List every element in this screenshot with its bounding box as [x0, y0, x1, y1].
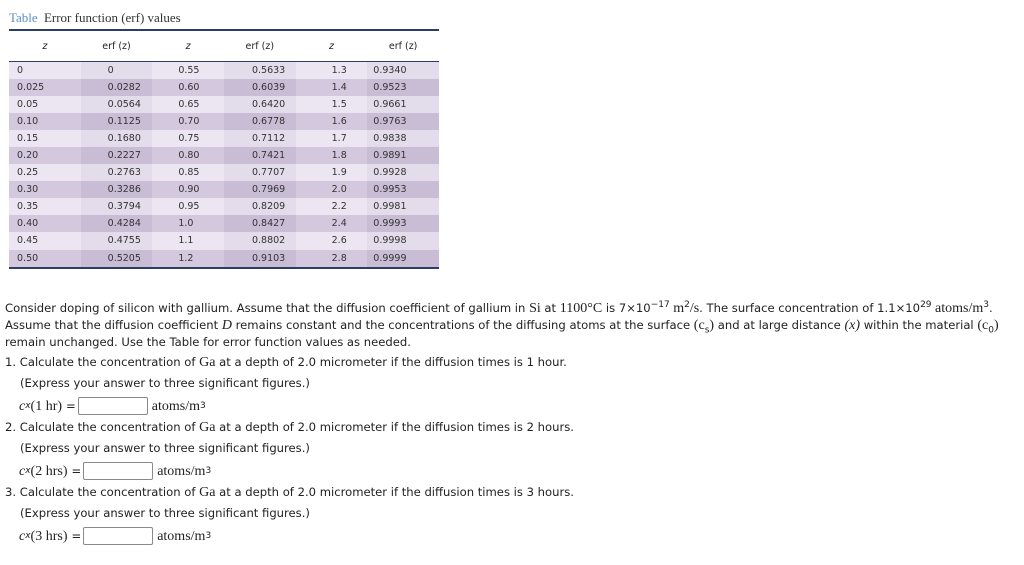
table-cell: 1.6 [296, 113, 368, 130]
intro-text: Consider doping of silicon with gallium. Assume that the diffusion coefficient of gallium in [5, 301, 530, 315]
table-cell: 0.30 [9, 181, 81, 198]
table-cell: 0.2763 [81, 164, 153, 181]
table-row [9, 181, 439, 198]
answer-unit: atoms/m [151, 398, 200, 414]
answer-input-1[interactable] [78, 397, 148, 415]
table-cell: 0.9928 [367, 164, 439, 181]
table-cell: 0.9661 [367, 96, 439, 113]
c0-symbol: (c [977, 318, 989, 333]
question-1-answer-row: c x (1 hr) = atoms/m 3 [19, 398, 206, 414]
col-header-z-1: z [9, 30, 81, 62]
col-header-z-2: z [152, 30, 224, 62]
answer-input-3[interactable] [83, 527, 153, 545]
table-cell: 0.85 [152, 164, 224, 181]
intro-text: . Assume that the diffusion coefficient [5, 301, 993, 332]
diffusion-coefficient: is 7×10 [602, 301, 651, 315]
question-text: Calculate the concentration of [16, 420, 200, 434]
diffusion-unit-exponent: 2 [684, 300, 690, 311]
answer-unit: atoms/m [157, 463, 206, 479]
surface-concentration-unit: atoms/m [931, 301, 984, 316]
table-cell: 0.9981 [367, 198, 439, 215]
table-cell: 0.70 [152, 113, 224, 130]
table-cell: 0.0564 [81, 96, 153, 113]
table-cell: 1.7 [296, 130, 368, 147]
question-1-note: (Express your answer to three significant figures.) [20, 376, 310, 390]
answer-unit: atoms/m [157, 528, 206, 544]
cx-symbol: c [19, 463, 26, 479]
table-cell: 0.3286 [81, 181, 153, 198]
table-cell: 0.9103 [224, 250, 296, 268]
table-cell: 0 [81, 62, 153, 80]
table-cell: 0.15 [9, 130, 81, 147]
table-cell: 0.80 [152, 147, 224, 164]
table-cell: 0 [9, 62, 81, 80]
col-header-z-3: z [296, 30, 368, 62]
cx-symbol: c [19, 528, 26, 544]
question-text: at a depth of 2.0 micrometer if the diffusion times is 1 hour. [215, 355, 567, 369]
question-text: at a depth of 2.0 micrometer if the diffusion times is 3 hours. [215, 485, 574, 499]
table-cell: 0.55 [152, 62, 224, 80]
question-number: 3. [5, 485, 17, 499]
table-cell: 0.9998 [367, 232, 439, 249]
table-cell: 0.60 [152, 79, 224, 96]
col-header-erf-2: erf (z) [224, 30, 296, 62]
table-row [9, 215, 439, 232]
table-cell: 1.4 [296, 79, 368, 96]
table-cell: 0.20 [9, 147, 81, 164]
ga-symbol: Ga [199, 485, 216, 500]
intro-text: remains constant and the concentrations of the diffusing atoms at the surface [231, 318, 694, 332]
table-row [9, 130, 439, 147]
surface-concentration: . The surface concentration of 1.1×10 [699, 301, 921, 315]
temperature: 1100°C [559, 301, 603, 316]
question-3 [5, 484, 1017, 501]
table-cell: 0.4284 [81, 215, 153, 232]
table-cell: 0.05 [9, 96, 81, 113]
table-cell: 0.95 [152, 198, 224, 215]
table-cell: 1.5 [296, 96, 368, 113]
surface-concentration-exponent: 29 [920, 300, 932, 311]
table-cell: 0.8209 [224, 198, 296, 215]
table-cell: 2.0 [296, 181, 368, 198]
table-caption-title: Error function (erf) values [43, 10, 181, 25]
table-row [9, 96, 439, 113]
table-cell: 1.8 [296, 147, 368, 164]
table-cell: 0.7421 [224, 147, 296, 164]
table-cell: 0.1680 [81, 130, 153, 147]
diffusion-coefficient-exponent: −17 [650, 300, 670, 311]
cs-subscript: s [704, 325, 710, 336]
table-cell: 1.3 [296, 62, 368, 80]
table-cell: 1.0 [152, 215, 224, 232]
x-symbol: (x) [844, 318, 861, 333]
table-cell: 0.9340 [367, 62, 439, 80]
question-2 [5, 419, 1017, 436]
ga-symbol: Ga [199, 420, 216, 435]
table-cell: 0.4755 [81, 232, 153, 249]
table-row [9, 62, 439, 80]
table-caption [9, 10, 181, 26]
question-2-note: (Express your answer to three significant figures.) [20, 441, 310, 455]
table-row [9, 250, 439, 268]
table-cell: 2.4 [296, 215, 368, 232]
question-text: Calculate the concentration of [16, 355, 200, 369]
table-cell: 0.7707 [224, 164, 296, 181]
question-3-answer-row: c x (3 hrs) = atoms/m 3 [19, 528, 212, 544]
table-cell: 0.8802 [224, 232, 296, 249]
table-cell: 0.9838 [367, 130, 439, 147]
erf-table-header-row [9, 30, 439, 62]
table-cell: 0.3794 [81, 198, 153, 215]
equals-sign: = [71, 528, 82, 543]
table-cell: 0.40 [9, 215, 81, 232]
table-cell: 0.2227 [81, 147, 153, 164]
time-argument: (1 hr) [30, 398, 63, 414]
intro-text: remain unchanged. Use the Table for error function values as needed. [5, 335, 411, 349]
intro-text: and at large distance [714, 318, 845, 332]
question-text: at a depth of 2.0 micrometer if the diffusion times is 2 hours. [215, 420, 574, 434]
si-symbol: Si [529, 301, 541, 316]
table-cell: 0.7969 [224, 181, 296, 198]
table-cell: 0.9763 [367, 113, 439, 130]
table-row [9, 113, 439, 130]
table-cell: 0.8427 [224, 215, 296, 232]
table-row [9, 79, 439, 96]
table-cell: 1.1 [152, 232, 224, 249]
erf-table-body [9, 62, 439, 268]
equals-sign: = [66, 398, 76, 413]
table-cell: 0.025 [9, 79, 81, 96]
equals-sign: = [71, 463, 82, 478]
table-row [9, 164, 439, 181]
table-cell: 0.75 [152, 130, 224, 147]
c0-subscript: 0 [988, 325, 994, 336]
table-cell: 0.9999 [367, 250, 439, 268]
cx-symbol: c [19, 398, 26, 414]
table-cell: 0.6778 [224, 113, 296, 130]
table-cell: 0.9523 [367, 79, 439, 96]
table-row [9, 147, 439, 164]
surface-concentration-unit-exponent: 3 [983, 300, 989, 311]
table-cell: 2.6 [296, 232, 368, 249]
c0-close: ) [993, 318, 999, 333]
diffusion-unit: m [669, 301, 685, 316]
time-argument: (3 hrs) [30, 528, 68, 544]
col-header-erf-3: erf (z) [367, 30, 439, 62]
problem-text [5, 300, 1017, 547]
table-caption-label: Table [9, 10, 38, 25]
cs-symbol: (c [693, 318, 705, 333]
table-cell: 0.9953 [367, 181, 439, 198]
erf-table [9, 29, 439, 269]
table-cell: 0.6420 [224, 96, 296, 113]
table-cell: 2.8 [296, 250, 368, 268]
table-cell: 0.50 [9, 250, 81, 268]
problem-intro [5, 300, 1017, 351]
table-cell: 0.7112 [224, 130, 296, 147]
question-number: 1. [5, 355, 17, 369]
table-cell: 0.1125 [81, 113, 153, 130]
question-2-answer-row: c x (2 hrs) = atoms/m 3 [19, 463, 212, 479]
table-cell: 0.35 [9, 198, 81, 215]
question-1 [5, 354, 1017, 371]
question-text: Calculate the concentration of [16, 485, 200, 499]
table-cell: 1.2 [152, 250, 224, 268]
col-header-erf-1: erf (z) [81, 30, 153, 62]
table-cell: 0.25 [9, 164, 81, 181]
table-cell: 0.0282 [81, 79, 153, 96]
question-number: 2. [5, 420, 17, 434]
diffusion-unit-rest: /s [689, 301, 700, 316]
table-cell: 0.65 [152, 96, 224, 113]
table-cell: 1.9 [296, 164, 368, 181]
time-argument: (2 hrs) [30, 463, 68, 479]
d-symbol: D [221, 318, 232, 333]
answer-input-2[interactable] [83, 462, 153, 480]
intro-text: within the material [860, 318, 978, 332]
question-3-note: (Express your answer to three significant figures.) [20, 506, 310, 520]
table-cell: 0.9891 [367, 147, 439, 164]
ga-symbol: Ga [199, 355, 216, 370]
table-cell: 0.45 [9, 232, 81, 249]
table-cell: 0.6039 [224, 79, 296, 96]
table-cell: 0.5633 [224, 62, 296, 80]
table-row [9, 232, 439, 249]
question-list [5, 354, 1017, 547]
intro-text: at [540, 301, 560, 315]
table-cell: 0.10 [9, 113, 81, 130]
table-cell: 0.90 [152, 181, 224, 198]
table-row [9, 198, 439, 215]
table-cell: 0.9993 [367, 215, 439, 232]
table-cell: 2.2 [296, 198, 368, 215]
table-cell: 0.5205 [81, 250, 153, 268]
cs-close: ) [709, 318, 715, 333]
